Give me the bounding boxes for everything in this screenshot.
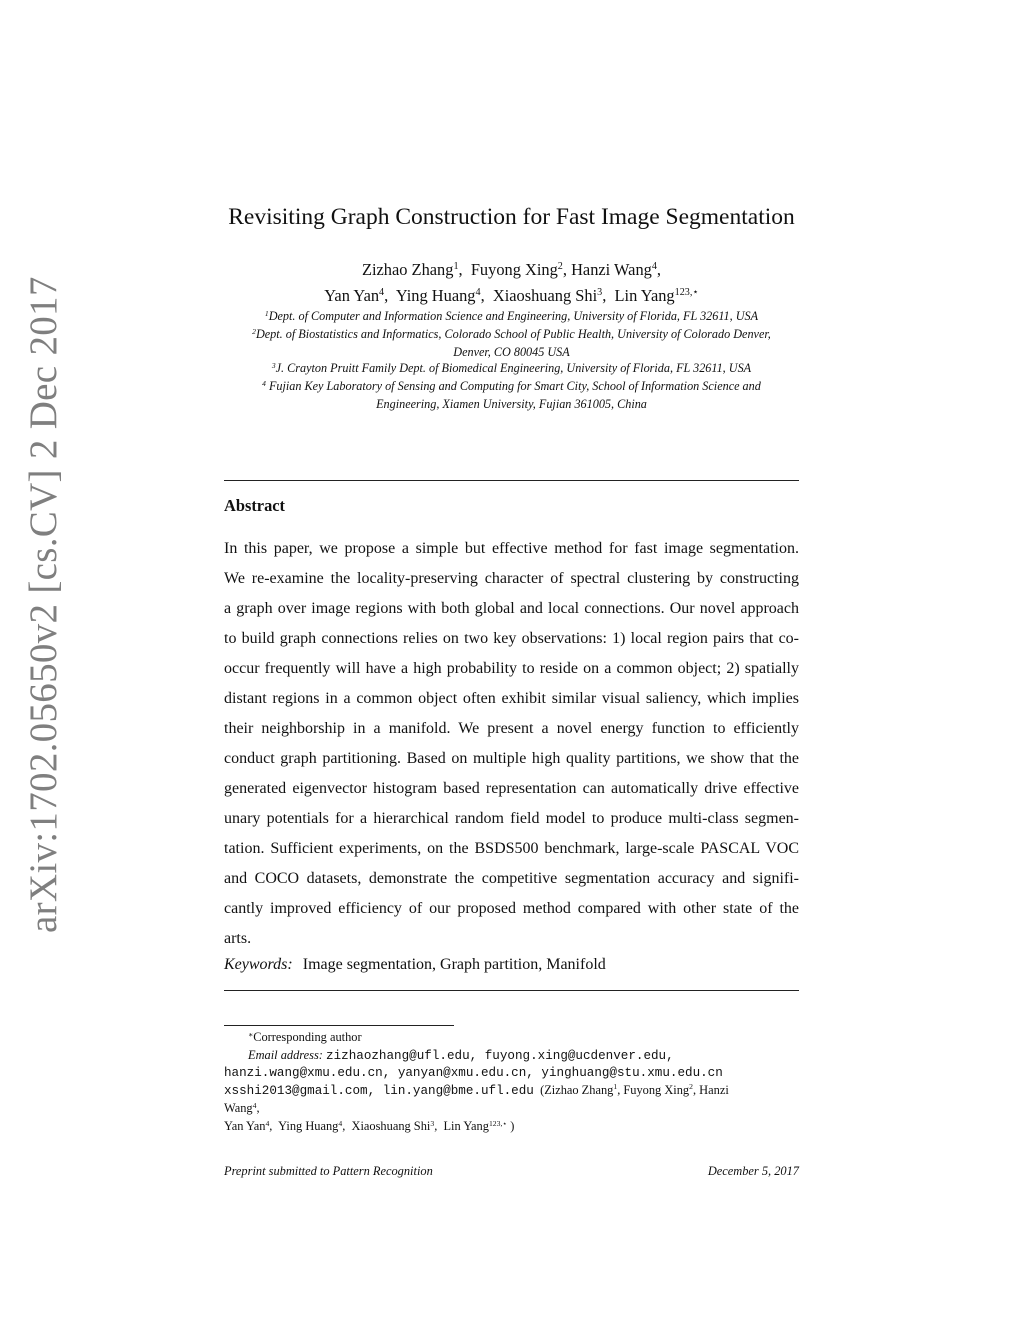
- author-name: Yan Yan: [324, 286, 380, 305]
- email-addresses: zizhaozhang@ufl.edu, fuyong.xing@ucdenver.edu,: [326, 1049, 674, 1064]
- affiliation-1: $^1$Dept. of Computer and Information Science and Engineering, University of Florida, FL 32611, USA: [264, 308, 759, 323]
- paper-title: Revisiting Graph Construction for Fast Image Segmentation: [228, 204, 795, 230]
- affiliation-2-continued: Denver, CO 80045 USA: [453, 345, 570, 359]
- affiliation-mark: 2: [252, 326, 256, 336]
- abstract-bottom-rule: [224, 990, 799, 991]
- abstract-line: their neighborship in a manifold. We present a novel energy function to efficiently: [224, 720, 799, 737]
- affiliation-list: [224, 308, 799, 412]
- keywords: [224, 953, 799, 977]
- author-name: Zizhao Zhang: [361, 260, 454, 279]
- author-line-1: Zizhao Zhang$^1$, Fuyong Xing$^2$, Hanzi Wang$^4$,: [361, 260, 662, 279]
- email-line-3: xsshi2013@gmail.com, lin.yang@bme.ufl.edu (Zizhao Zhang$^1$, Fuyong Xing$^2$, Hanzi: [224, 1082, 729, 1098]
- author-affiliation-mark: 4: [651, 261, 657, 273]
- email-label: Email address:: [248, 1048, 323, 1063]
- affiliation-mark: 1: [264, 308, 269, 318]
- author-affiliation-mark: 123,⋆: [674, 287, 699, 299]
- preprint-note: Preprint submitted to Pattern Recognition: [224, 1164, 433, 1178]
- email-line-1: [224, 1047, 799, 1064]
- abstract-line: and COCO datasets, demonstrate the competitive segmentation accuracy and signifi-: [224, 870, 799, 887]
- email-names-line-5: Yan Yan$^4$, Ying Huang$^4$, Xiaoshuang Shi$^3$, Lin Yang$^{123,⋆}$ ): [224, 1118, 515, 1134]
- author-name: Ying Huang: [395, 286, 476, 305]
- keywords-label: Keywords:: [224, 956, 293, 973]
- keywords-value: Image segmentation, Graph partition, Manifold: [302, 956, 606, 973]
- author-name: Xiaoshuang Shi: [492, 286, 598, 305]
- abstract-line: arts.: [224, 930, 252, 947]
- email-addresses: hanzi.wang@xmu.edu.cn, yanyan@xmu.edu.cn, yinghuang@stu.xmu.edu.cn: [224, 1066, 723, 1081]
- affiliation-4: $^4$ Fujian Key Laboratory of Sensing and Computing for Smart City, School of Information Science and: [262, 378, 761, 393]
- abstract-body: [224, 534, 799, 954]
- email-names-line-4: Wang$^4$,: [224, 1100, 260, 1115]
- abstract-line: to build graph connections relies on two key observations: 1) local region pairs that co-: [224, 630, 799, 647]
- abstract-line: unary potentials for a hierarchical random field model to produce multi-class segmen-: [224, 810, 799, 827]
- footnotes: [224, 1029, 799, 1136]
- abstract-line: distant regions in a common object often exhibit similar visual saliency, which implies: [224, 690, 799, 707]
- abstract-line: tation. Sufficient experiments, on the BSDS500 benchmark, large-scale PASCAL VOC: [224, 840, 799, 857]
- corresponding-author-note: ∗Corresponding author: [248, 1029, 362, 1044]
- affiliation-3: $^3$J. Crayton Pruitt Family Dept. of Biomedical Engineering, University of Florida, FL 32611, USA: [271, 360, 752, 375]
- author-name: Fuyong Xing: [470, 260, 558, 279]
- corresponding-mark: ∗: [248, 1029, 254, 1039]
- abstract-top-rule: [224, 480, 799, 481]
- affiliation-mark: 3: [271, 360, 276, 370]
- author-affiliation-mark: 3: [597, 287, 603, 299]
- author-affiliation-mark: 2: [557, 261, 563, 273]
- abstract-line: occur frequently will have a high probability to reside on a common object; 2) spatially: [224, 660, 799, 677]
- author-affiliation-mark: 4: [379, 287, 385, 299]
- affiliation-mark: 4: [262, 378, 266, 388]
- arxiv-identifier-stamp: arXiv:1702.05650v2 [cs.CV] 2 Dec 2017: [22, 276, 65, 933]
- abstract-heading: Abstract: [224, 496, 285, 515]
- author-affiliation-mark: 4: [475, 287, 481, 299]
- abstract-line: cantly improved efficiency of our proposed method compared with other state of the: [224, 900, 799, 917]
- author-name: Lin Yang: [614, 286, 675, 305]
- abstract-line: We re-examine the locality-preserving character of spectral clustering by constructing: [224, 570, 799, 587]
- email-addresses: xsshi2013@gmail.com, lin.yang@bme.ufl.edu: [224, 1083, 534, 1098]
- abstract-line: In this paper, we propose a simple but effective method for fast image segmentation.: [224, 540, 799, 557]
- author-name: Hanzi Wang: [571, 260, 652, 279]
- abstract-line: generated eigenvector histogram based representation can automatically drive effective: [224, 780, 799, 797]
- email-line-2: [224, 1064, 799, 1081]
- abstract-line: a graph over image regions with both global and local connections. Our novel approach: [224, 600, 799, 617]
- footnote-rule: [224, 1025, 454, 1026]
- affiliation-4-continued: Engineering, Xiamen University, Fujian 361005, China: [376, 397, 647, 411]
- author-list: [224, 258, 799, 310]
- submission-date: December 5, 2017: [707, 1164, 799, 1178]
- affiliation-2: $^2$Dept. of Biostatistics and Informatics, Colorado School of Public Health, University of Colorado Denver,: [252, 326, 771, 341]
- author-line-2: Yan Yan$^4$, Ying Huang$^4$, Xiaoshuang Shi$^3$, Lin Yang$^{123,⋆}$: [324, 286, 699, 305]
- abstract-line: conduct graph partitioning. Based on multiple high quality partitions, we show that the: [224, 750, 799, 767]
- author-affiliation-mark: 1: [453, 261, 459, 273]
